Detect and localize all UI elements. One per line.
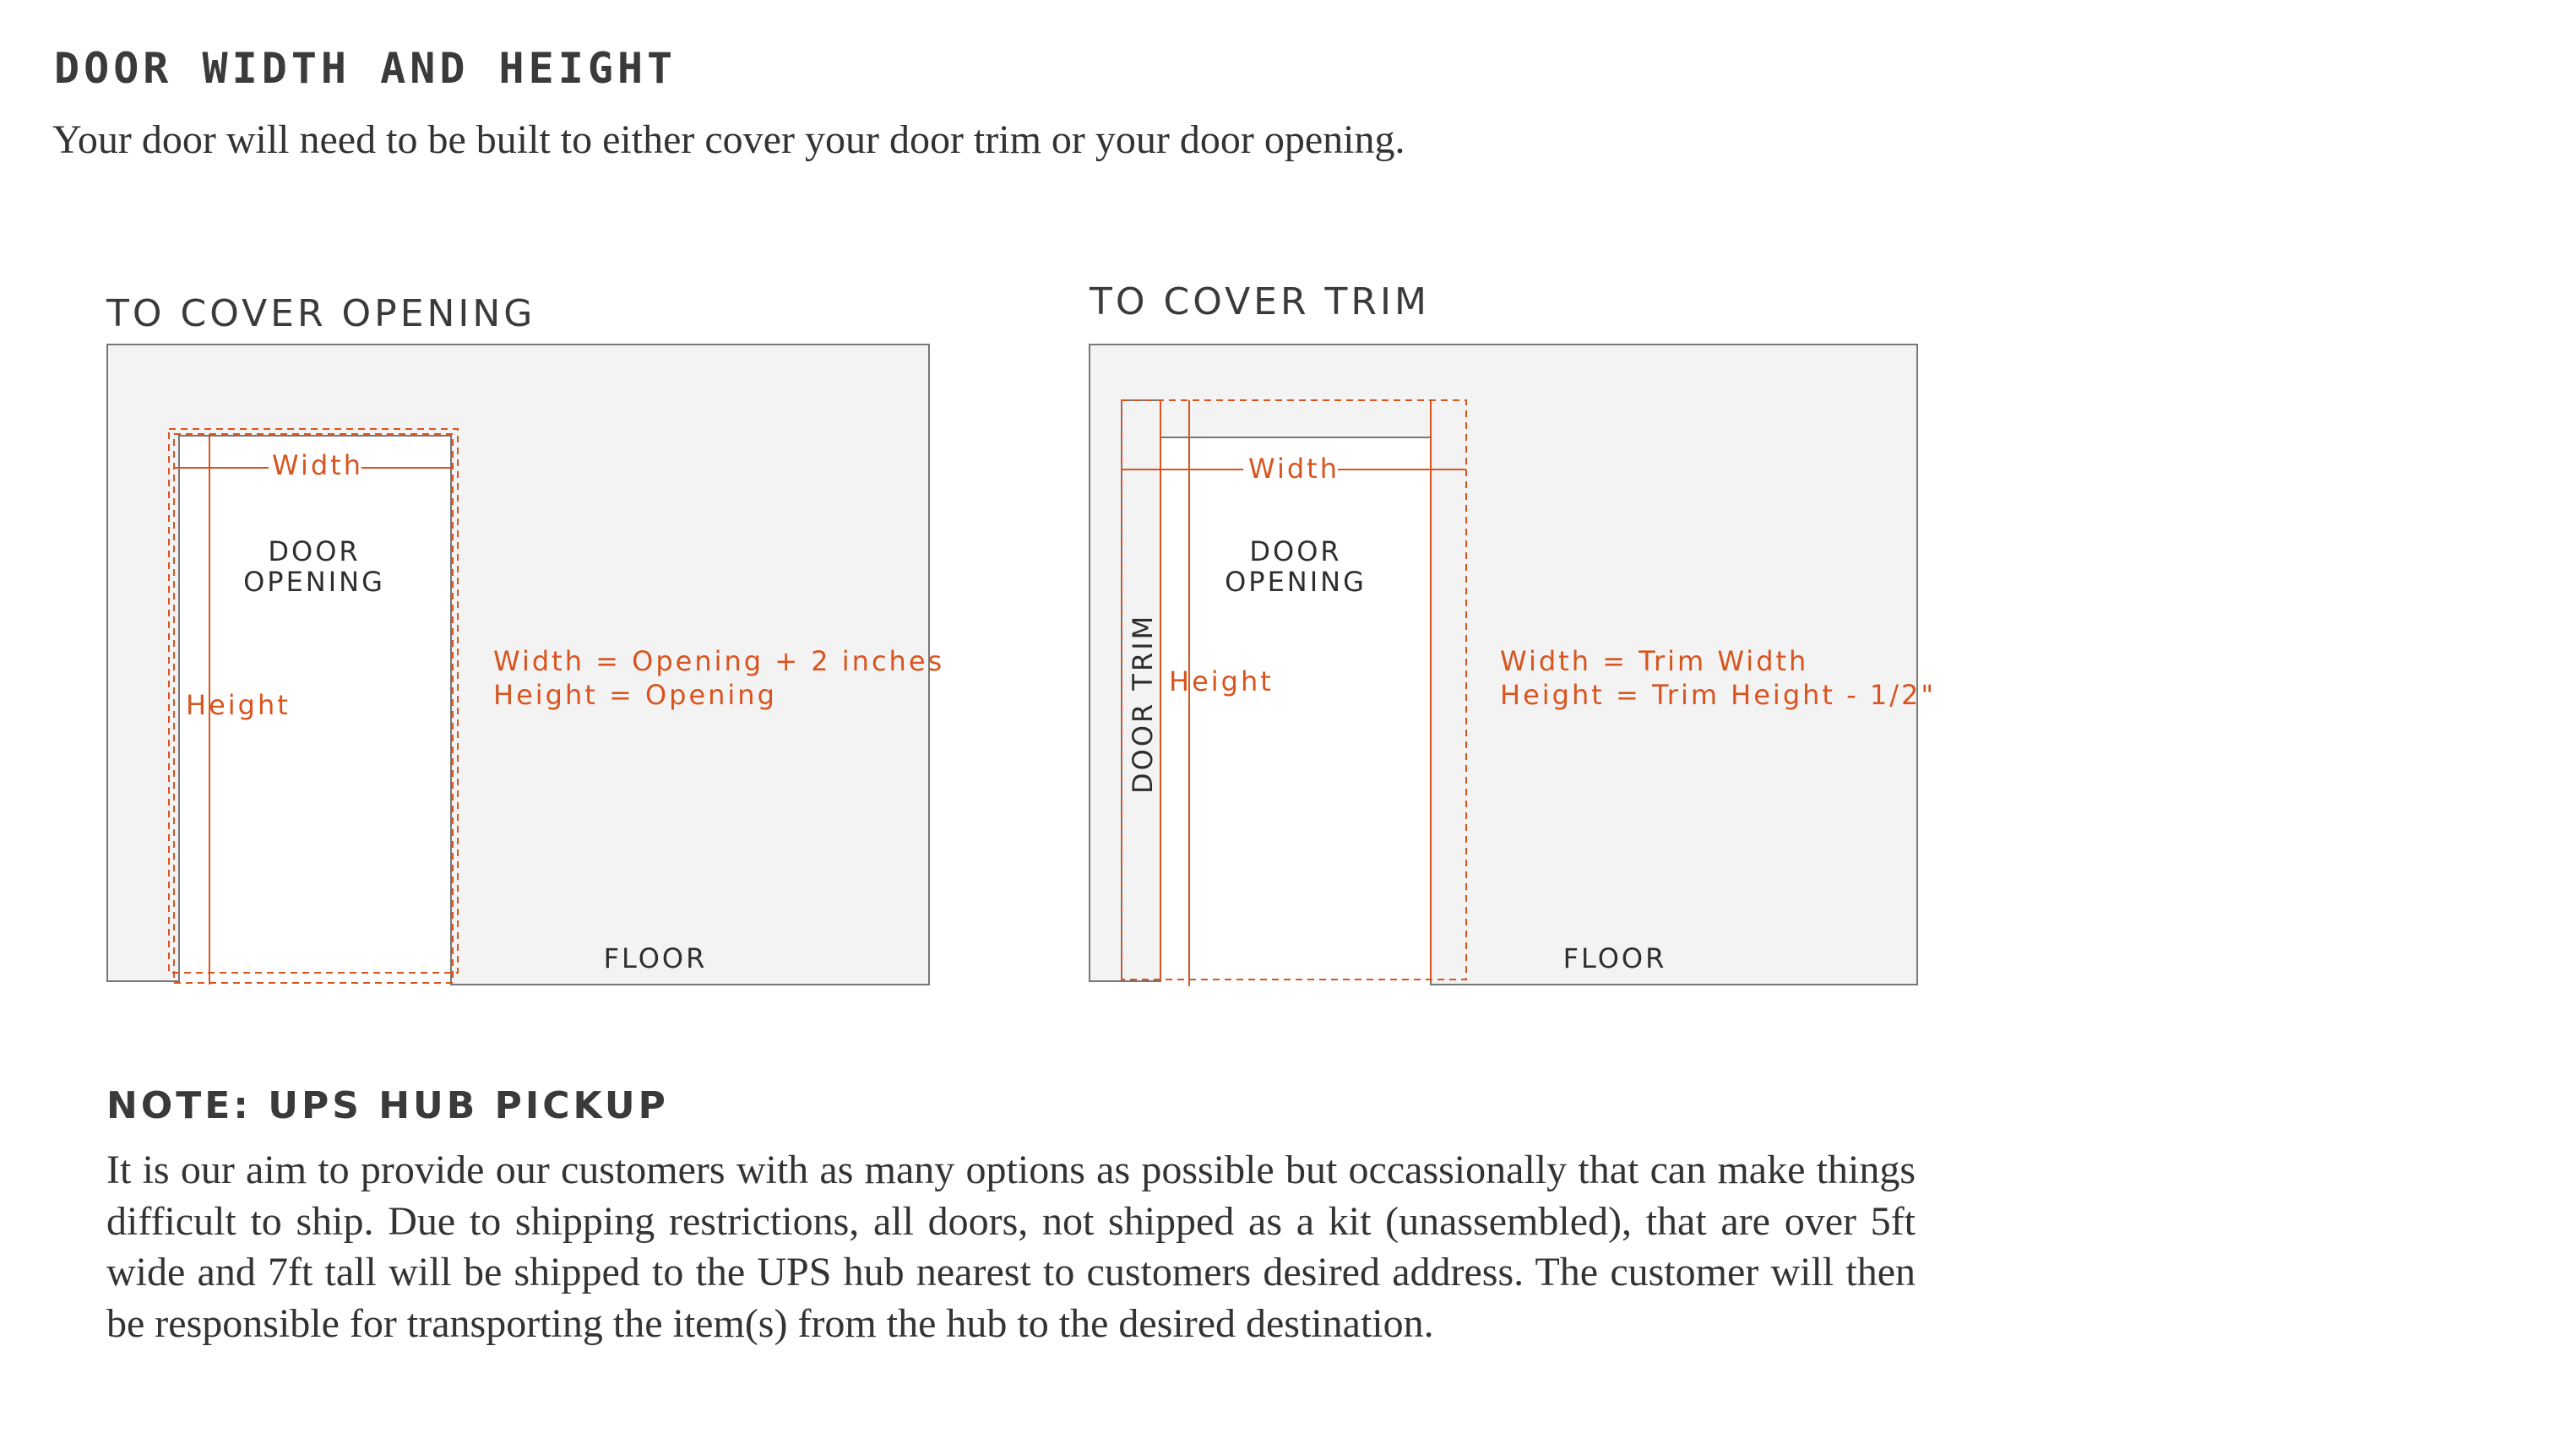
- height-label: Height: [1169, 665, 1274, 697]
- door-opening-label-line2: OPENING: [1225, 566, 1367, 598]
- intro-text: Your door will need to be built to either cover your door trim or your door opening.: [52, 117, 1405, 162]
- formula-height: Height = Trim Height - 1/2": [1500, 679, 1937, 711]
- diagram-cover-opening: [0, 0, 971, 1030]
- door-trim-label: DOOR TRIM: [1127, 613, 1159, 794]
- door-opening-label-line1: DOOR: [1249, 535, 1342, 567]
- width-label: Width: [272, 449, 363, 481]
- diagram-opening-title: TO COVER OPENING: [106, 292, 536, 335]
- floor-label: FLOOR: [1562, 942, 1667, 974]
- height-label: Height: [186, 689, 291, 721]
- width-label: Width: [1248, 453, 1340, 485]
- note-title: NOTE: UPS HUB PICKUP: [106, 1084, 669, 1127]
- note-body: It is our aim to provide our customers with as many options as possible but occassionally that can make things difficult to ship. Due to shipping restrictions, all doors, not shipped as a kit (unassembled), that are over 5ft wide and 7ft tall will be shipped to the UPS hub nearest to customers desired address. The customer will then be responsible for transporting the item(s) from the hub to the desired destination.: [106, 1148, 1916, 1346]
- door-opening-label-line2: OPENING: [243, 566, 385, 598]
- floor-label: FLOOR: [603, 942, 708, 974]
- door-opening-label-line1: DOOR: [268, 535, 361, 567]
- diagram-trim-title: TO COVER TRIM: [1090, 280, 1430, 323]
- diagram-cover-trim: [971, 0, 1943, 1030]
- page-title: DOOR WIDTH AND HEIGHT: [54, 44, 677, 93]
- formula-width: Width = Trim Width: [1500, 645, 1809, 677]
- formula-width: Width = Opening + 2 inches: [493, 645, 945, 677]
- formula-height: Height = Opening: [493, 679, 777, 711]
